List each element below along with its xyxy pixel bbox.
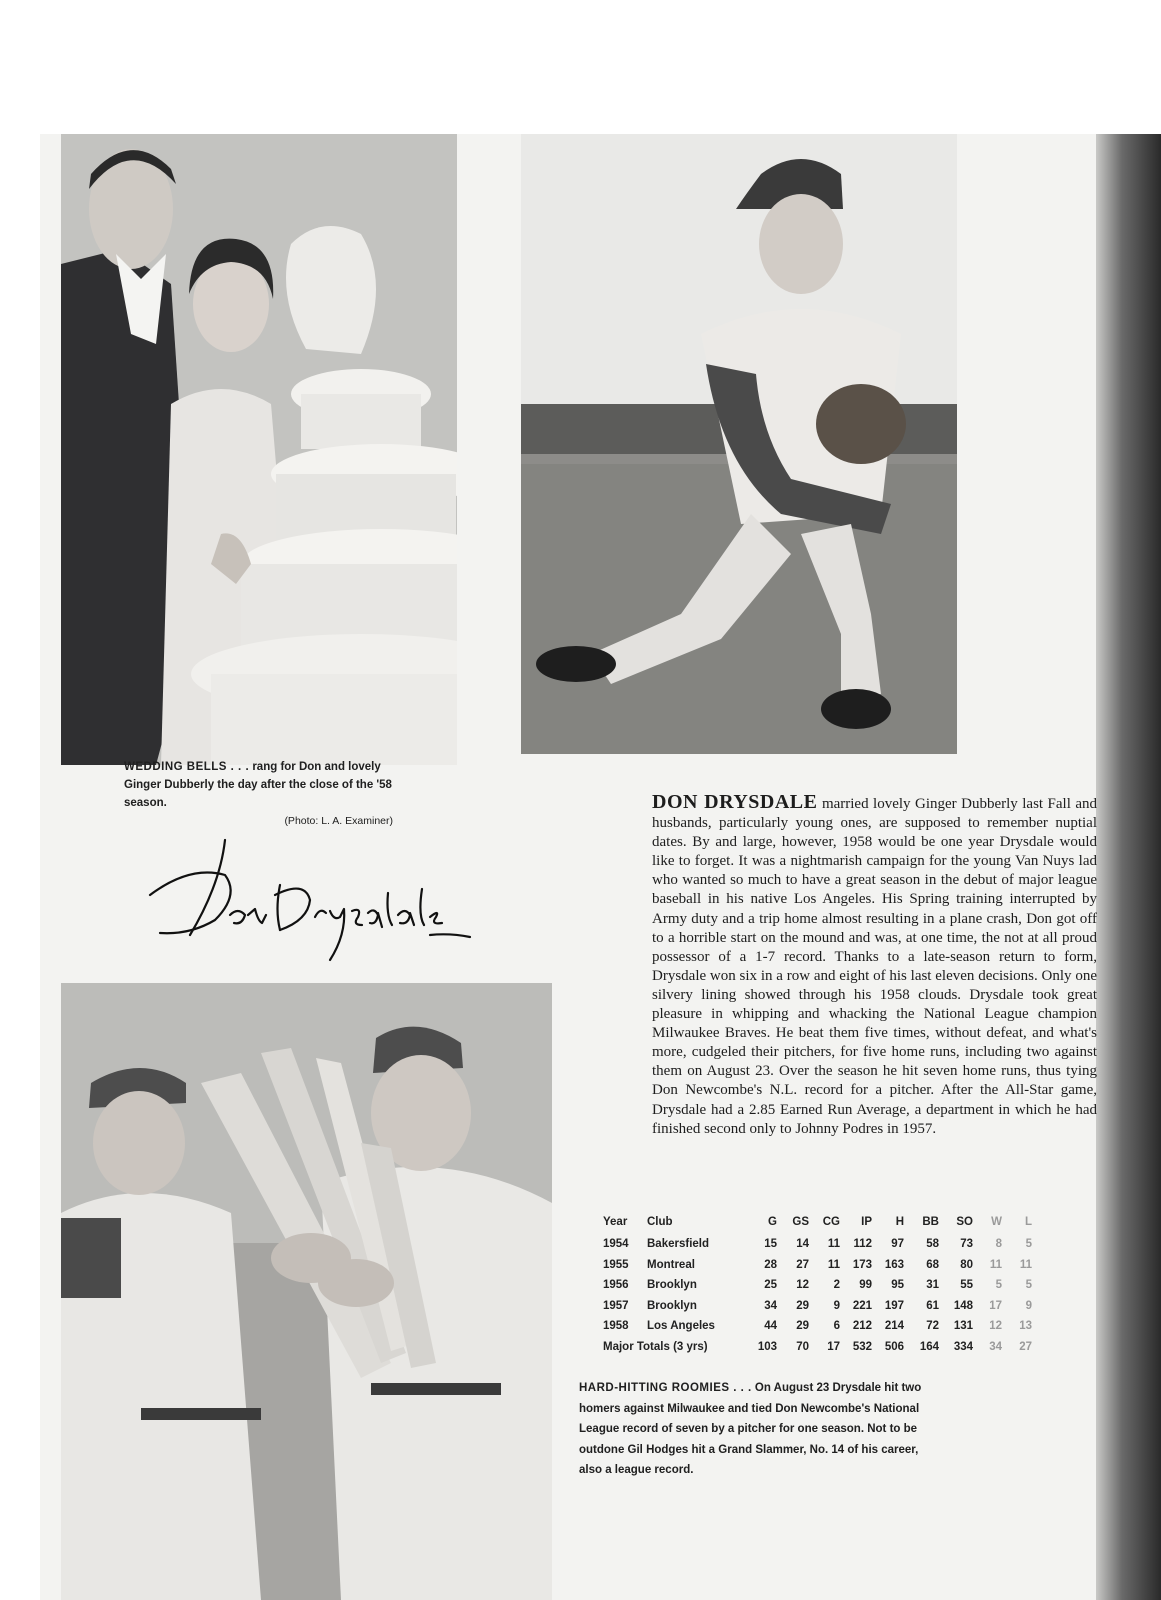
cell-w: 12 [989, 1320, 1002, 1333]
table-row [603, 1255, 1098, 1276]
cell-g: 34 [764, 1299, 777, 1312]
roomies-photo [61, 983, 552, 1600]
cell-l: 5 [1025, 1238, 1032, 1251]
cell-year: 1954 [603, 1238, 629, 1251]
roomies-caption [579, 1378, 924, 1481]
cell-cg: 6 [833, 1320, 840, 1333]
cell-g: 28 [764, 1258, 777, 1271]
cell-h: 197 [884, 1299, 904, 1312]
total-cg: 17 [827, 1340, 840, 1353]
cell-cg: 9 [833, 1299, 840, 1312]
cell-l: 13 [1019, 1320, 1032, 1333]
article-text: married lovely Ginger Dubberly last Fall and husbands, particularly young ones, are supposed to remember nuptial dates. By and large, however, 1958 would be one year Drysdale would like to forget. It was a nightmarish campaign for the young Van Nuys lad who wanted so much to have a great season in the debut of major league baseball in his native Los Angeles. His Spring training interrupted by Army duty and a trip home almost resulting in a plane crash, Don got off to a horrible start on the mound and was, at one time, the not at all proud possessor of a 1-7 record. Thanks to a late-season return to form, Drysdale won six in a row and eight of his last eleven decisions. Only one silvery lining showed through his 1958 clouds. Drysdale took great pleasure in whipping and whacking the National League champion Milwaukee Braves. He beat them five times, without defeat, and what's more, cudgeled their pitchers, for five home runs, including two against them on August 23. Over the season he hit seven home runs, thus tying Don Newcombe's N.L. record for a pitcher. After the All-Star game, Drysdale had a 2.85 Earned Run Average, a department in which he had finished second only to Johnny Podres in 1957. [652, 796, 1097, 1137]
total-ip: 532 [852, 1340, 872, 1353]
cell-year: 1955 [603, 1258, 629, 1271]
header-year: Year [603, 1216, 628, 1228]
cell-cg: 11 [827, 1238, 840, 1251]
cell-bb: 31 [926, 1279, 939, 1292]
table-header-row [603, 1210, 1098, 1234]
cell-w: 17 [989, 1299, 1002, 1312]
cell-ip: 221 [852, 1299, 872, 1312]
table-row [603, 1316, 1098, 1337]
wedding-caption [124, 758, 399, 830]
cell-so: 131 [953, 1320, 973, 1333]
cell-gs: 29 [796, 1299, 809, 1312]
header-h: H [895, 1216, 904, 1228]
cell-year: 1958 [603, 1320, 629, 1333]
cell-gs: 27 [796, 1258, 809, 1271]
cell-g: 44 [764, 1320, 777, 1333]
pitching-stats-table [603, 1210, 1098, 1357]
cell-h: 97 [891, 1238, 904, 1251]
cell-l: 9 [1025, 1299, 1032, 1312]
cell-ip: 99 [859, 1279, 872, 1292]
header-bb: BB [922, 1216, 939, 1228]
cell-gs: 14 [796, 1238, 809, 1251]
header-w: W [991, 1216, 1002, 1228]
cell-w: 5 [995, 1279, 1002, 1292]
total-bb: 164 [919, 1340, 939, 1353]
cell-year: 1956 [603, 1279, 629, 1292]
article-body [652, 793, 1097, 1139]
cell-club: Brooklyn [647, 1299, 697, 1312]
header-ip: IP [861, 1216, 872, 1228]
total-w: 34 [989, 1340, 1002, 1353]
cell-l: 5 [1025, 1279, 1032, 1292]
header-gs: GS [792, 1216, 809, 1228]
total-so: 334 [953, 1340, 973, 1353]
cell-so: 55 [960, 1279, 973, 1292]
roomies-caption-lead: HARD-HITTING ROOMIES . . . [579, 1382, 752, 1394]
cell-club: Montreal [647, 1258, 695, 1271]
pitcher-photo [521, 134, 957, 754]
cell-club: Brooklyn [647, 1279, 697, 1292]
cell-l: 11 [1019, 1258, 1032, 1271]
cell-so: 148 [953, 1299, 973, 1312]
cell-bb: 58 [926, 1238, 939, 1251]
wedding-photo [61, 134, 457, 765]
totals-label: Major Totals (3 yrs) [603, 1340, 708, 1353]
cell-w: 8 [995, 1238, 1002, 1251]
cell-gs: 12 [796, 1279, 809, 1292]
cell-cg: 2 [833, 1279, 840, 1292]
cell-g: 15 [764, 1238, 777, 1251]
header-cg: CG [822, 1216, 840, 1228]
cell-w: 11 [989, 1258, 1002, 1271]
total-l: 27 [1019, 1340, 1032, 1353]
cell-gs: 29 [796, 1320, 809, 1333]
wedding-caption-text: rang for Don and lovely Ginger Dubberly the day after the close of the '58 season. [124, 761, 392, 809]
cell-club: Bakersfield [647, 1238, 710, 1251]
cell-bb: 68 [926, 1258, 939, 1271]
table-totals-row [603, 1337, 1098, 1358]
table-row [603, 1296, 1098, 1317]
cell-ip: 173 [852, 1258, 872, 1271]
cell-g: 25 [764, 1279, 777, 1292]
photo-credit: (Photo: L. A. Examiner) [284, 815, 393, 827]
cell-so: 80 [960, 1258, 973, 1271]
header-g: G [768, 1216, 777, 1228]
header-so: SO [956, 1216, 973, 1228]
cell-bb: 61 [926, 1299, 939, 1312]
total-g: 103 [757, 1340, 777, 1353]
cell-ip: 112 [853, 1238, 872, 1251]
cell-so: 73 [960, 1238, 973, 1251]
roomies-caption-text: On August 23 Drysdale hit two homers against Milwaukee and tied Don Newcombe's National League record of seven by a pitcher for one season. Not to be outdone Gil Hodges hit a Grand Slammer, No. 14 of his career, also a league record. [579, 1382, 922, 1476]
cell-club: Los Angeles [647, 1320, 715, 1333]
total-h: 506 [884, 1340, 904, 1353]
cell-ip: 212 [852, 1320, 872, 1333]
cell-cg: 11 [827, 1258, 840, 1271]
table-row [603, 1234, 1098, 1255]
cell-h: 163 [884, 1258, 904, 1271]
article-dropcap: DON DRYSDALE [652, 791, 818, 813]
header-l: L [1024, 1216, 1032, 1228]
cell-year: 1957 [603, 1299, 629, 1312]
header-club: Club [647, 1216, 673, 1228]
cell-bb: 72 [926, 1320, 939, 1333]
cell-h: 95 [891, 1279, 904, 1292]
total-gs: 70 [796, 1340, 809, 1353]
table-row [603, 1275, 1098, 1296]
autograph-signature [130, 825, 490, 975]
page-edge-shadow [1096, 134, 1161, 1600]
wedding-caption-lead: WEDDING BELLS . . . [124, 761, 250, 773]
cell-h: 214 [884, 1320, 904, 1333]
